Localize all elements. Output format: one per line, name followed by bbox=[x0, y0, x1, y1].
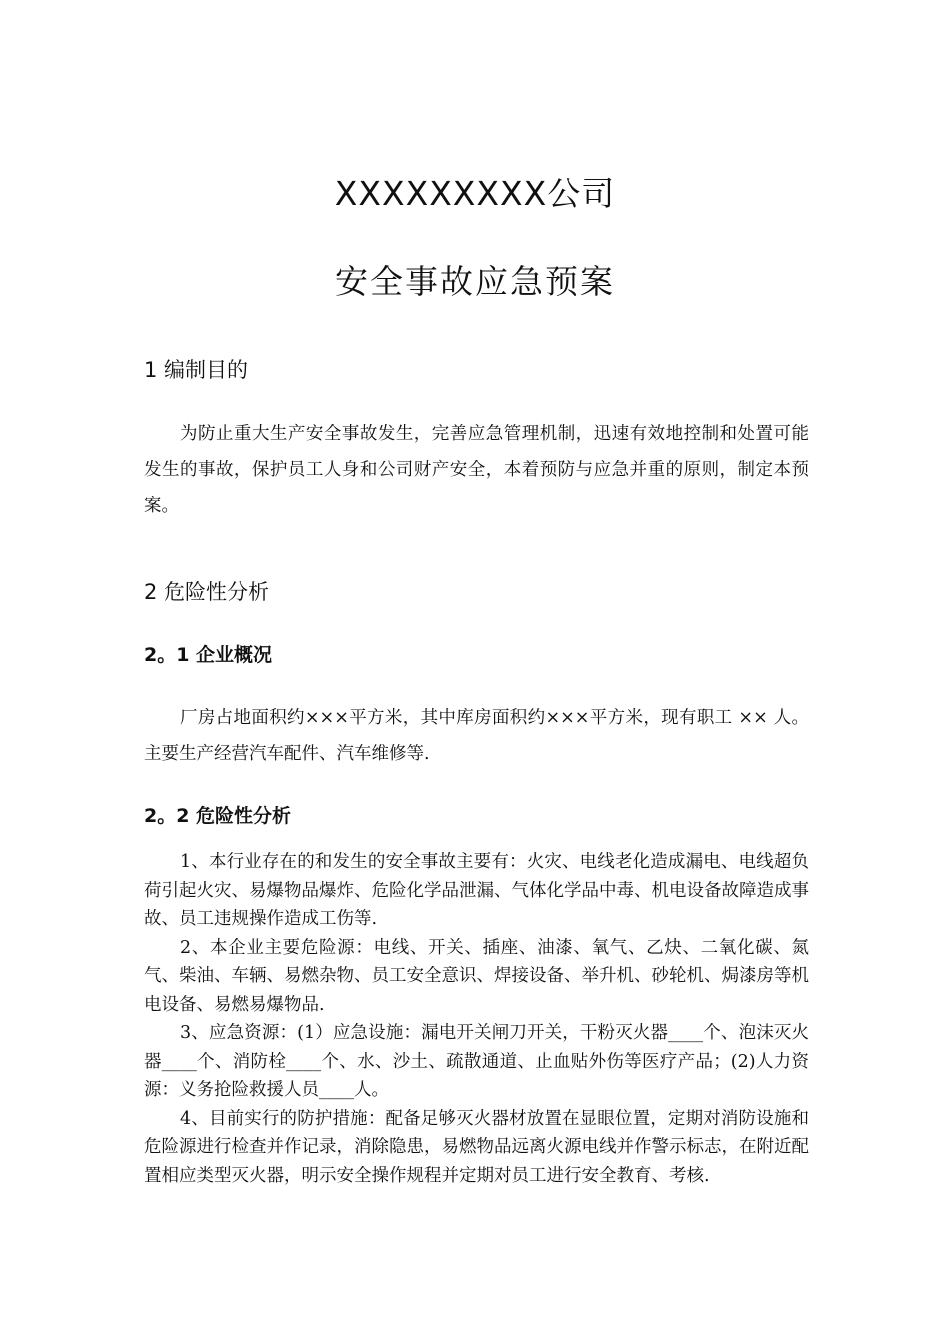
section-1-text: 为防止重大生产安全事故发生，完善应急管理机制，迅速有效地控制和处置可能发生的事故，保护员工人身和公司财产安全，本着预防与应急并重的原则，制定本预案。 bbox=[144, 424, 809, 516]
section-2-2-list bbox=[144, 848, 809, 1190]
hazard-item-4: 4、目前实行的防护措施：配备足够灭火器材放置在显眼位置，定期对消防设施和危险源进行检查并作记录，消除隐患，易燃物品远离火源电线并作警示标志，在附近配置相应类型灭火器，明示安全操作规程并定期对员工进行安全教育、考核. bbox=[144, 1108, 809, 1186]
hazard-item-1: 1、本行业存在的和发生的安全事故主要有：火灾、电线老化造成漏电、电线超负荷引起火灾、易爆物品爆炸、危险化学品泄漏、气体化学品中毒、机电设备故障造成事故、员工违规操作造成工伤等. bbox=[144, 852, 809, 929]
section-2-heading: 2 危险性分析 bbox=[144, 580, 270, 604]
company-title: XXXXXXXXX公司 bbox=[334, 174, 616, 213]
hazard-item-3: 3、应急资源：(1）应急设施：漏电开关闸刀开关，干粉灭火器____个、泡沫灭火器____个、消防栓____个、水、沙土、疏散通道、止血贴外伤等医疗产品；(2)人力资源：义务抢险救援人员____人。 bbox=[144, 1023, 809, 1100]
section-2-1-paragraph bbox=[144, 700, 809, 772]
section-1-paragraph bbox=[144, 416, 809, 524]
section-2-1-text: 厂房占地面积约×××平方米，其中库房面积约×××平方米，现有职工 ×× 人。主要生产经营汽车配件、汽车维修等. bbox=[144, 708, 809, 764]
section-2-1-heading: 2。1 企业概况 bbox=[144, 644, 273, 666]
hazard-item-2: 2、本企业主要危险源：电线、开关、插座、油漆、氧气、乙炔、二氧化碳、氮气、柴油、车辆、易燃杂物、员工安全意识、焊接设备、举升机、砂轮机、焗漆房等机电设备、易燃易爆物品. bbox=[144, 937, 809, 1015]
section-1-heading: 1 编制目的 bbox=[144, 358, 249, 382]
document-title: 安全事故应急预案 bbox=[335, 262, 615, 301]
section-2-2-heading: 2。2 危险性分析 bbox=[144, 805, 292, 827]
